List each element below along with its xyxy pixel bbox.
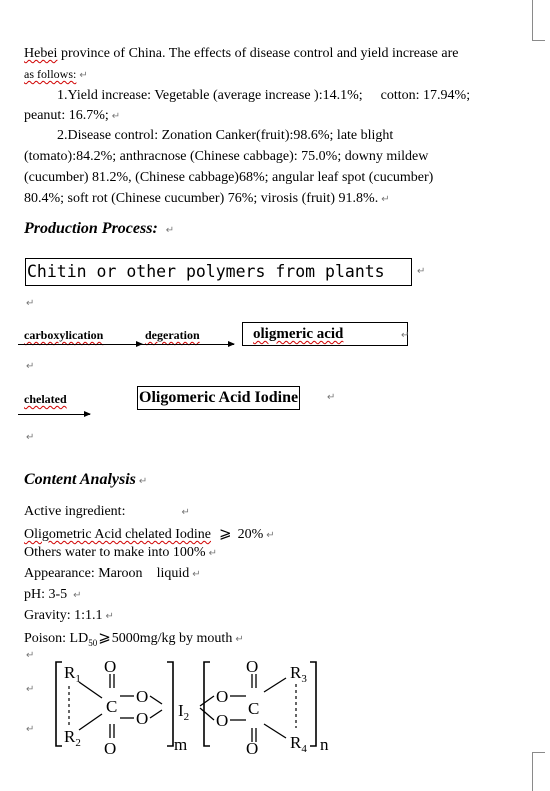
o-ester-bottom-right: O bbox=[216, 711, 229, 730]
spell-error-hebei: Hebei bbox=[24, 46, 58, 61]
r3-label: $R_3$ bbox=[290, 663, 307, 685]
arrow-chelated bbox=[18, 414, 90, 415]
crop-mark-bottom-right bbox=[532, 752, 545, 791]
o-top-left: O bbox=[104, 657, 117, 676]
degeration-label: degeration bbox=[145, 328, 200, 342]
disease-control-line-1: 2.Disease control: Zonation Canker(fruit):98.6%; late blight bbox=[57, 128, 394, 143]
disease-control-line-2: (tomato):84.2%; anthracnose (Chinese cabbage): 75.0%; downy mildew bbox=[24, 149, 429, 164]
carboxylication-label: carboxylication bbox=[24, 328, 104, 342]
bracket-right-open bbox=[204, 662, 210, 746]
production-process-heading: Production Process: ↵ bbox=[24, 220, 175, 237]
active-ingredient-label: Active ingredient: ↵ bbox=[24, 504, 190, 519]
c-right: C bbox=[248, 699, 260, 718]
o-ester-top-right: O bbox=[216, 687, 229, 706]
intro-line-1: Hebei province of China. The effects of disease control and yield increase are bbox=[24, 46, 459, 61]
chitin-source-box: Chitin or other polymers from plants bbox=[25, 258, 412, 286]
iodine-label: $I_2$ bbox=[178, 701, 190, 723]
active-ingredient-value: Oligometric Acid chelated Iodine ⩾ 20% ↵ bbox=[24, 524, 275, 542]
chelated-label: chelated bbox=[24, 392, 67, 406]
m-label: m bbox=[174, 735, 188, 754]
disease-control-line-4: 80.4%; soft rot (Chinese cucumber) 76%; virosis (fruit) 91.8%. ↵ bbox=[24, 191, 390, 206]
o-bottom-left: O bbox=[104, 739, 117, 756]
c-left: C bbox=[106, 697, 118, 716]
yield-increase-line: 1.Yield increase: Vegetable (average increase ):14.1%; cotton: 17.94%; bbox=[57, 88, 471, 103]
content-analysis-heading: Content Analysis ↵ bbox=[24, 471, 148, 488]
gravity-line: Gravity: 1:1.1 ↵ bbox=[24, 608, 114, 623]
chemical-structure bbox=[24, 656, 344, 756]
bracket-right-close bbox=[310, 662, 316, 746]
oligomeric-acid-iodine-box: Oligomeric Acid Iodine bbox=[137, 386, 300, 410]
ph-line: pH: 3-5 ↵ bbox=[24, 587, 82, 602]
o-ester-bottom-left: O bbox=[136, 709, 149, 728]
intro-line-2: as follows: ↵ bbox=[24, 67, 88, 81]
n-label: n bbox=[320, 735, 329, 754]
crop-mark-top-right bbox=[532, 0, 545, 41]
appearance-line: Appearance: Maroon liquid ↵ bbox=[24, 566, 201, 581]
o-top-right: O bbox=[246, 657, 259, 676]
poison-line: Poison: $LD_{50}⩾5000mg/kg$ by mouth ↵ bbox=[24, 628, 244, 648]
oligmeric-acid-box: oligmeric acid bbox=[242, 322, 408, 346]
o-bottom-right: O bbox=[246, 739, 259, 756]
r4-label: $R_4$ bbox=[290, 733, 307, 755]
arrow-degeration bbox=[142, 344, 234, 345]
bracket-left-open bbox=[56, 662, 62, 746]
r1-label: $R_1$ bbox=[64, 663, 81, 685]
r2-label: $R_2$ bbox=[64, 727, 81, 749]
arrow-carboxylication bbox=[18, 344, 142, 345]
others-water-line: Others water to make into 100% ↵ bbox=[24, 545, 217, 560]
disease-control-line-3: (cucumber) 81.2%, (Chinese cabbage)68%; angular leaf spot (cucumber) bbox=[24, 170, 434, 185]
bracket-left-close bbox=[167, 662, 173, 746]
yield-increase-line-2: peanut: 16.7%; ↵ bbox=[24, 108, 121, 123]
o-ester-top-left: O bbox=[136, 687, 149, 706]
